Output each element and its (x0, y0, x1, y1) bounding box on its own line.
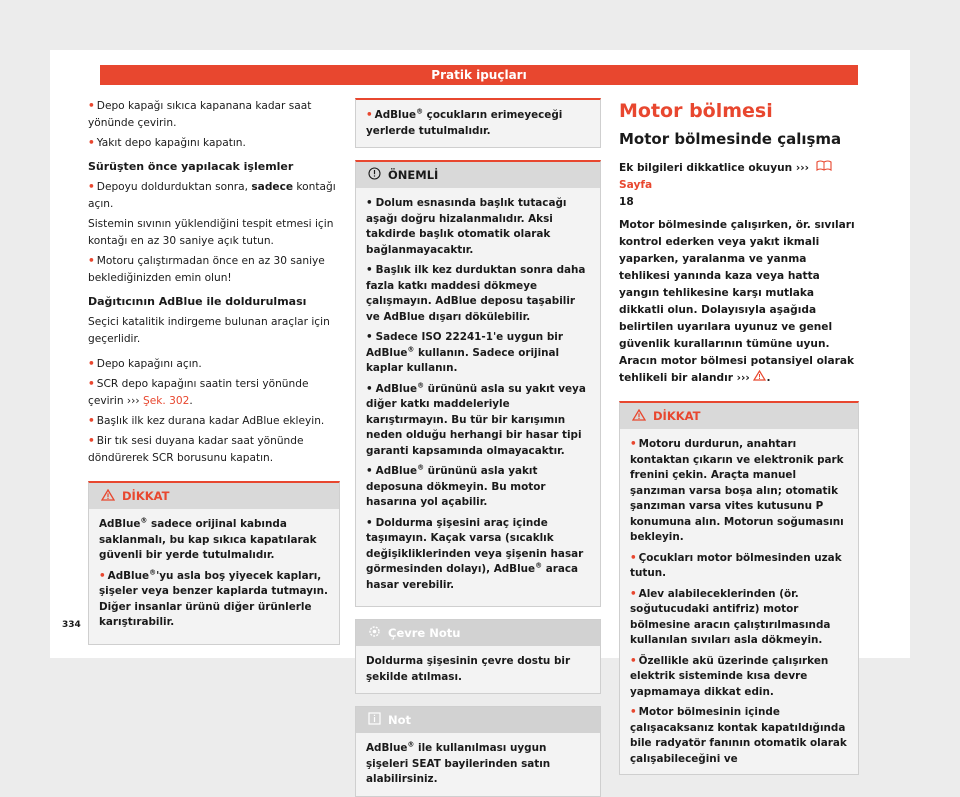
list-item: • Dolum esnasında başlık tutacağı aşağı doğru hizalanmalıdır. Aksi takdirde başlık otomatik olarak bağlanmayacaktır. (366, 197, 567, 256)
section-title: Motor bölmesi (619, 100, 773, 122)
list-item: • SCR depo kapağını saatin tersi yönünde çevirin ››› Şek. 302. (88, 378, 309, 407)
section-heading: Dağıtıcının AdBlue ile doldurulması (88, 295, 307, 308)
list-item: • Çocukları motor bölmesinden uzak tutun. (630, 551, 842, 579)
note-box-header: Not (356, 707, 600, 733)
list-item: • Bir tık sesi duyana kadar saat yönünde döndürerek SCR borusunu kapatın. (88, 435, 304, 464)
list-item: • Alev alabileceklerinden (ör. soğutucudaki antifriz) motor bölmesine aracın çalıştırılmasında kullanılan sıvıları asla dökmeyin. (630, 587, 831, 646)
list-item: • Yakıt depo kapağını kapatın. (88, 137, 246, 149)
section-subtitle: Motor bölmesinde çalışma (619, 130, 842, 148)
page-link[interactable]: Sayfa (619, 179, 653, 191)
column-left (88, 98, 340, 645)
environment-note-box (355, 619, 601, 694)
column-middle (355, 98, 601, 797)
warning-box-header: DİKKAT (620, 403, 858, 429)
paragraph: Ek bilgileri dikkatlice okuyun ››› Sayfa 18 (619, 160, 859, 211)
warning-box-body (620, 429, 858, 774)
warning-box (619, 401, 859, 775)
note-box (355, 706, 601, 797)
list-item: • Depo kapağı sıkıca kapanana kadar saat yönünde çevirin. (88, 100, 312, 129)
book-icon (816, 160, 832, 177)
warning-box-header: DİKKAT (89, 483, 339, 509)
warning-triangle-icon (101, 489, 115, 504)
list-item: • Sadece ISO 22241-1'e uygun bir AdBlue® kullanın. Sadece orijinal kaplar kullanın. (366, 331, 563, 374)
continued-warning-box: • AdBlue® çocukların erimeyeceği yerlerde tutulmalıdır. (355, 98, 601, 148)
list-item: • Özellikle akü üzerinde çalışırken elektrik sisteminde kısa devre yapmamaya dikkat edin. (630, 654, 829, 698)
paragraph: Seçici katalitik indirgeme bulunan araçlar için geçerlidir. (88, 316, 330, 345)
list-item: • Depo kapağını açın. (88, 358, 202, 370)
list-item: • Motoru durdurun, anahtarı kontaktan çıkarın ve elektronik park frenini çekin. Araçta manuel şanzıman varsa boşa alın; otomatik şanzıman varsa vites kutusunu P konumuna alın. Motorun soğumasını bekleyin. (630, 438, 844, 543)
list-item: • AdBlue® ürününü asla su yakıt veya diğer katkı maddeleriyle karıştırmayın. Bu tür bir karışımın neden olduğu herhangi bir hasar tipi garanti kapsamında olmayacaktır. (366, 381, 586, 457)
page-header-title: Pratik ipuçları (431, 68, 527, 82)
warning-box (88, 481, 340, 645)
paragraph: Motor bölmesinde çalışırken, ör. sıvıları kontrol ederken veya yakıt ikmali yaparken, yaralanma ve yanma tehlikesi yanında kaza veya hatta yangın tehlikesine karşı mutlaka dikkatli olun. Dolayısıyla aşağıda belirtilen uyarılara uyunuz ve genel güvenlik kurallarının tümüne uyun. Aracın motor bölmesi potansiyel olarak tehlikeli bir alandır ››› . (619, 219, 855, 384)
list-item: • Motoru çalıştırmadan önce en az 30 saniye beklediğinizden emin olun! (88, 255, 325, 284)
page-header (100, 65, 858, 85)
important-box-body (356, 188, 600, 606)
list-item: • Depoyu doldurduktan sonra, sadece kontağı açın. (88, 181, 336, 210)
list-item: • AdBlue® ürününü asla yakıt deposuna dökmeyin. Bu motor hasarına yol açabilir. (366, 463, 546, 508)
paragraph: Sistemin sıvının yüklendiğini tespit etmesi için kontağı en az 30 saniye açık tutun. (88, 218, 334, 247)
important-box-header: ÖNEMLİ (356, 162, 600, 188)
list-item: AdBlue® sadece orijinal kabında saklanmalı, bu kap sıkıca kapatılarak güvenli bir yerde tutulmalıdır. (99, 516, 317, 561)
section-heading: Sürüşten önce yapılacak işlemler (88, 160, 294, 173)
warning-triangle-icon (632, 409, 646, 424)
list-item: • AdBlue®'yu asla boş yiyecek kapları, şişeler veya benzer kaplarda tutmayın. Diğer insanlar ürünü diğer ürünlerle karıştırabilir. (99, 568, 328, 628)
leaf-gear-icon (368, 625, 381, 641)
important-box (355, 160, 601, 607)
page-number: 334 (62, 620, 81, 630)
column-right (619, 100, 859, 775)
list-item: • Başlık ilk kez durduktan sonra daha fazla katkı maddesi dökmeye çalışmayın. AdBlue deposu taşabilir ve AdBlue dışarı dökülebilir. (366, 264, 586, 323)
list-item: • Doldurma şişesini araç içinde taşımayın. Kaçak varsa (sıcaklık değişikliklerinden veya şişenin hasar görmesinden dolayı), AdBlue® araca hasar verebilir. (366, 516, 584, 591)
environment-note-header: Çevre Notu (356, 620, 600, 646)
warning-box-body (89, 509, 339, 644)
figure-link[interactable]: Şek. 302 (143, 395, 190, 407)
info-square-icon (368, 712, 381, 728)
info-circle-icon (368, 167, 381, 183)
environment-note-body: Doldurma şişesinin çevre dostu bir şekilde atılması. (366, 655, 571, 683)
note-box-body: AdBlue® ile kullanılması uygun şişeleri SEAT bayilerinden satın alabilirsiniz. (366, 740, 551, 785)
list-item: • Başlık ilk kez durana kadar AdBlue ekleyin. (88, 415, 325, 427)
warning-triangle-icon (753, 372, 766, 384)
list-item: • Motor bölmesinin içinde çalışacaksanız kontak kapatıldığında bile radyatör fanının otomatik olarak çalışabileceğini ve (630, 706, 847, 765)
